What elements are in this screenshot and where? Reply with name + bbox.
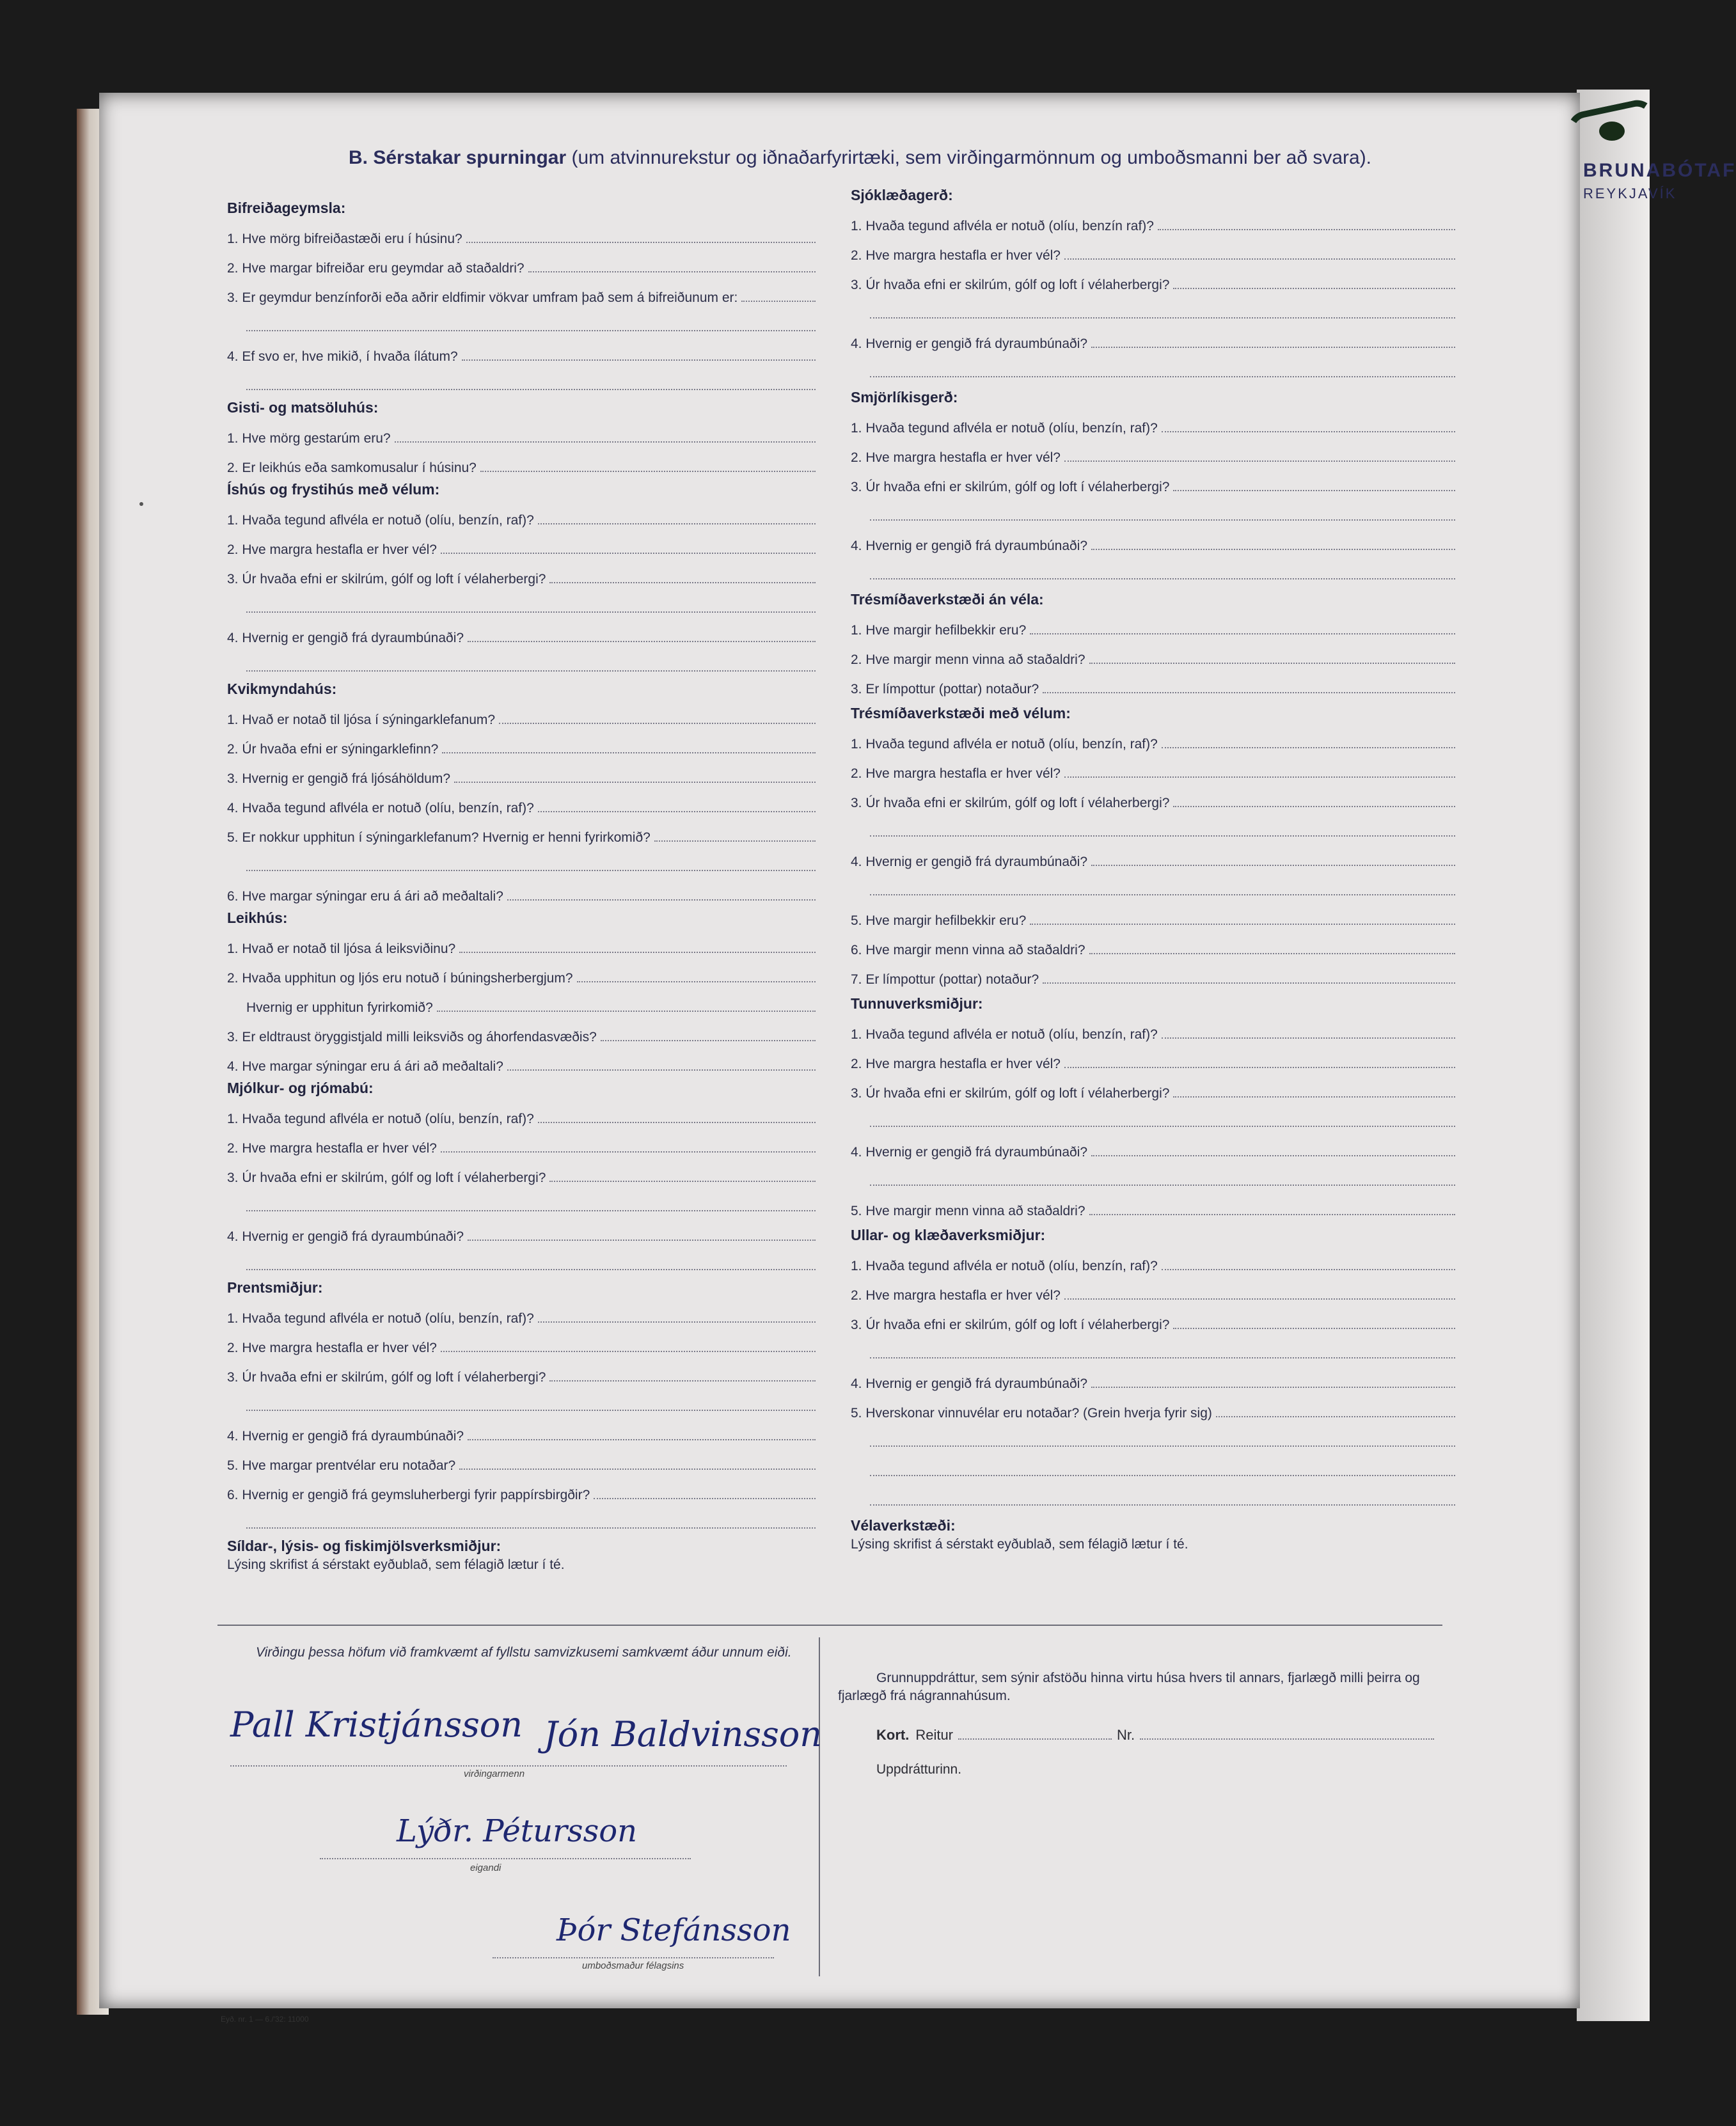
section-title: Gisti- og matsöluhús: xyxy=(227,399,379,416)
adjacent-page-title: BRUNABÓTAF xyxy=(1583,160,1736,181)
answer-field[interactable] xyxy=(1162,1037,1455,1039)
question-row xyxy=(227,1474,816,1503)
answer-field[interactable] xyxy=(577,981,816,982)
question-text: 2. Er leikhús eða samkomusalur í húsinu? xyxy=(227,461,477,475)
answer-field[interactable] xyxy=(1089,663,1455,664)
question-row xyxy=(851,436,1455,466)
question-row xyxy=(851,752,1455,782)
heading-title: Sérstakar spurningar xyxy=(373,147,567,168)
answer-field[interactable] xyxy=(1173,1096,1455,1098)
question-row xyxy=(851,407,1455,436)
question-row xyxy=(851,1072,1455,1101)
question-text: 4. Hvaða tegund aflvéla er notuð (olíu, benzín, raf)? xyxy=(227,801,534,815)
kort-label: Kort. xyxy=(876,1727,910,1743)
answer-field[interactable] xyxy=(870,1185,1455,1186)
answer-field[interactable] xyxy=(459,952,816,953)
question-row xyxy=(227,417,816,446)
form-section xyxy=(227,908,816,1075)
answer-field[interactable] xyxy=(1216,1416,1455,1417)
answer-field[interactable] xyxy=(1064,1067,1455,1068)
reitur-label: Reitur xyxy=(915,1727,954,1743)
question-text: 2. Hve margra hestafla er hver vél? xyxy=(227,542,437,557)
answer-field[interactable] xyxy=(507,899,816,901)
question-text: 3. Er geymdur benzínforði eða aðrir eldfimir vökvar umfram það sem á bifreiðunum er: xyxy=(227,290,738,305)
answer-field[interactable] xyxy=(538,523,816,524)
answer-field[interactable] xyxy=(395,441,816,443)
question-row xyxy=(227,1127,816,1156)
form-heading xyxy=(349,147,1371,169)
form-section xyxy=(851,388,1455,583)
ground-plan-text: Grunnuppdráttur, sem sýnir afstöðu hinna virtu húsa hvers til annars, fjarlægð milli þeirra og fjarlægð frá nágrannahúsum. xyxy=(838,1671,1420,1703)
question-row xyxy=(227,728,816,757)
question-text: 6. Hve margar sýningar eru á ári að meðaltali? xyxy=(227,889,503,904)
form-section xyxy=(227,1078,816,1274)
nr-label: Nr. xyxy=(1117,1727,1135,1743)
right-column xyxy=(851,185,1455,1554)
signature-2: Jón Baldvinsson xyxy=(544,1714,823,1754)
answer-continuation-line xyxy=(227,646,816,675)
answer-field[interactable] xyxy=(870,376,1455,377)
section-title: Sjóklæðagerð: xyxy=(851,187,953,203)
answer-field[interactable] xyxy=(1091,549,1455,550)
question-row xyxy=(851,668,1455,697)
form-section xyxy=(851,994,1455,1219)
answer-field[interactable] xyxy=(1091,1387,1455,1388)
section-title: Kvikmyndahús: xyxy=(227,681,337,697)
answer-field[interactable] xyxy=(601,1040,816,1041)
answer-continuation-line xyxy=(227,1503,816,1532)
answer-field[interactable] xyxy=(1064,461,1455,462)
signature-column-divider xyxy=(819,1637,820,1976)
heading-description: (um atvinnurekstur og iðnaðarfyrirtæki, sem virðingarmönnum og umboðsmanni ber að svara). xyxy=(571,147,1372,168)
signature-1: Pall Kristjánsson xyxy=(230,1705,523,1745)
question-text: 3. Úr hvaða efni er skilrúm, gólf og loft í vélaherbergi? xyxy=(851,796,1170,810)
question-row xyxy=(851,899,1455,929)
section-note: Lýsing skrifist á sérstakt eyðublað, sem félagið lætur í té. xyxy=(851,1537,1188,1552)
form-section xyxy=(851,590,1455,697)
question-text: 6. Hve margir menn vinna að staðaldri? xyxy=(851,943,1085,957)
adjacent-page-subtitle: REYKJAVÍK xyxy=(1583,185,1677,201)
question-text: 5. Er nokkur upphitun í sýningarklefanum? Hvernig er henni fyrirkomið? xyxy=(227,830,651,845)
question-row xyxy=(851,958,1455,988)
question-text: 7. Er límpottur (pottar) notaður? xyxy=(851,972,1039,987)
question-row xyxy=(227,927,816,957)
question-row xyxy=(227,247,816,276)
question-text: 5. Hve margar prentvélar eru notaðar? xyxy=(227,1458,456,1473)
question-row xyxy=(851,1013,1455,1043)
question-text: 6. Hvernig er gengið frá geymsluherbergi fyrir pappírsbirgðir? xyxy=(227,1488,590,1502)
question-text: 1. Hvaða tegund aflvéla er notuð (olíu, benzín, raf)? xyxy=(227,1112,534,1126)
question-row xyxy=(851,782,1455,811)
nr-field[interactable] xyxy=(1140,1738,1434,1740)
answer-field[interactable] xyxy=(1064,1298,1455,1300)
question-text: 4. Hvernig er gengið frá dyraumbúnaði? xyxy=(227,1429,464,1444)
answer-continuation-line xyxy=(227,306,816,335)
question-row xyxy=(227,499,816,528)
question-text: 1. Hvaða tegund aflvéla er notuð (olíu, benzín, raf)? xyxy=(851,1027,1158,1042)
answer-continuation-line xyxy=(227,365,816,394)
question-text: 4. Hvernig er gengið frá dyraumbúnaði? xyxy=(851,539,1088,553)
question-row xyxy=(851,1043,1455,1072)
question-row xyxy=(227,1297,816,1327)
question-row xyxy=(227,1098,816,1127)
question-row xyxy=(227,335,816,365)
answer-continuation-line xyxy=(227,846,816,875)
answer-field[interactable] xyxy=(1173,288,1455,289)
form-section xyxy=(227,1278,816,1532)
question-row xyxy=(227,698,816,728)
question-row xyxy=(227,816,816,846)
answer-field[interactable] xyxy=(466,242,816,243)
question-text: 1. Hvaða tegund aflvéla er notuð (olíu, benzín, raf)? xyxy=(851,1259,1158,1273)
answer-continuation-line xyxy=(227,1385,816,1415)
question-text: 2. Hve margra hestafla er hver vél? xyxy=(851,1057,1061,1071)
answer-continuation-line xyxy=(227,1186,816,1215)
section-title: Trésmíðaverkstæði án véla: xyxy=(851,591,1044,608)
question-text: 4. Hvernig er gengið frá dyraumbúnaði? xyxy=(851,336,1088,351)
question-text: 3. Úr hvaða efni er skilrúm, gólf og loft í vélaherbergi? xyxy=(851,1086,1170,1101)
answer-continuation-line xyxy=(851,1160,1455,1190)
question-text: 1. Hve mörg gestarúm eru? xyxy=(227,431,391,446)
question-row xyxy=(851,609,1455,638)
question-row xyxy=(851,1274,1455,1303)
question-text: 2. Hve margra hestafla er hver vél? xyxy=(851,248,1061,263)
answer-field[interactable] xyxy=(246,389,816,390)
answer-field[interactable] xyxy=(870,519,1455,521)
question-row xyxy=(227,1356,816,1385)
form-section xyxy=(227,398,816,476)
question-row xyxy=(851,1131,1455,1160)
answer-field[interactable] xyxy=(870,578,1455,579)
question-row xyxy=(851,234,1455,264)
question-row xyxy=(851,1245,1455,1274)
answer-field[interactable] xyxy=(246,1527,816,1529)
caption-umbodsmadur: umboðsmaður félagsins xyxy=(582,1960,684,1971)
answer-field[interactable] xyxy=(1043,692,1455,693)
print-note: Eyð. nr. 1 — 6./'32: 11000 xyxy=(221,2015,309,2024)
question-row xyxy=(851,264,1455,293)
question-text: 2. Hve margar bifreiðar eru geymdar að staðaldri? xyxy=(227,261,525,276)
answer-field[interactable] xyxy=(437,1011,816,1012)
question-text: 4. Hvernig er gengið frá dyraumbúnaði? xyxy=(227,631,464,645)
question-row xyxy=(851,638,1455,668)
section-title: Íshús og frystihús með vélum: xyxy=(227,481,440,498)
question-text: 3. Úr hvaða efni er skilrúm, gólf og loft í vélaherbergi? xyxy=(851,1318,1170,1332)
question-text: 1. Hvaða tegund aflvéla er notuð (olíu, benzín, raf)? xyxy=(851,737,1158,752)
answer-field[interactable] xyxy=(870,317,1455,319)
question-row xyxy=(227,875,816,904)
question-text: 1. Hvað er notað til ljósa á leiksviðinu? xyxy=(227,941,456,956)
answer-field[interactable] xyxy=(1091,865,1455,866)
reitur-field[interactable] xyxy=(958,1738,1112,1740)
question-row xyxy=(851,1362,1455,1392)
question-text: 2. Hve margra hestafla er hver vél? xyxy=(851,450,1061,465)
answer-field[interactable] xyxy=(1091,1155,1455,1156)
question-row xyxy=(851,723,1455,752)
answer-field[interactable] xyxy=(480,471,816,472)
question-text: 4. Hvernig er gengið frá dyraumbúnaði? xyxy=(851,854,1088,869)
question-row xyxy=(227,217,816,247)
answer-field[interactable] xyxy=(870,894,1455,895)
section-title: Trésmíðaverkstæði með vélum: xyxy=(851,705,1071,721)
paper-speck xyxy=(139,502,143,506)
form-section xyxy=(227,679,816,904)
form-section xyxy=(227,480,816,675)
answer-field[interactable] xyxy=(870,1126,1455,1127)
question-text: 2. Hve margir menn vinna að staðaldri? xyxy=(851,652,1085,667)
left-column xyxy=(227,198,816,1575)
question-text: 1. Hvað er notað til ljósa í sýningarklefanum? xyxy=(227,713,496,727)
answer-field[interactable] xyxy=(1173,490,1455,491)
question-row xyxy=(227,528,816,558)
answer-field[interactable] xyxy=(538,811,816,812)
answer-continuation-line xyxy=(851,1451,1455,1480)
question-row xyxy=(227,617,816,646)
heading-letter: B. xyxy=(349,147,368,168)
answer-field[interactable] xyxy=(454,782,816,783)
answer-field[interactable] xyxy=(594,1498,816,1499)
answer-continuation-line xyxy=(851,293,1455,322)
answer-field[interactable] xyxy=(1173,1328,1455,1329)
answer-continuation-line xyxy=(851,1480,1455,1509)
answer-field[interactable] xyxy=(741,301,816,302)
answer-continuation-line xyxy=(227,587,816,617)
form-section xyxy=(851,1225,1455,1509)
question-text: 3. Hvernig er gengið frá ljósáhöldum? xyxy=(227,771,451,786)
question-text: 2. Hve margra hestafla er hver vél? xyxy=(851,1288,1061,1303)
answer-field[interactable] xyxy=(1030,924,1455,925)
answer-field[interactable] xyxy=(870,1475,1455,1476)
question-text: 1. Hvaða tegund aflvéla er notuð (olíu, benzín, raf)? xyxy=(227,1311,534,1326)
answer-field[interactable] xyxy=(1162,747,1455,748)
caption-virdingarmenn: virðingarmenn xyxy=(464,1768,525,1779)
answer-field[interactable] xyxy=(1043,982,1455,984)
answer-field[interactable] xyxy=(459,1469,816,1470)
question-row xyxy=(851,322,1455,352)
question-text: 2. Hve margra hestafla er hver vél? xyxy=(227,1341,437,1355)
answer-field[interactable] xyxy=(1089,953,1455,954)
question-row xyxy=(851,466,1455,495)
signature-3: Lýðr. Pétursson xyxy=(397,1813,638,1849)
answer-field[interactable] xyxy=(246,1210,816,1211)
answer-field[interactable] xyxy=(1162,1269,1455,1270)
form-section xyxy=(851,1516,1455,1554)
question-row xyxy=(851,1303,1455,1333)
answer-field[interactable] xyxy=(246,670,816,672)
question-text: 2. Úr hvaða efni er sýningarklefinn? xyxy=(227,742,439,757)
question-row xyxy=(227,1415,816,1444)
section-note: Lýsing skrifist á sérstakt eyðublað, sem félagið lætur í té. xyxy=(227,1557,565,1572)
question-row xyxy=(227,957,816,986)
answer-field[interactable] xyxy=(246,611,816,613)
question-row xyxy=(227,1156,816,1186)
section-title: Mjólkur- og rjómabú: xyxy=(227,1080,374,1096)
question-row xyxy=(851,205,1455,234)
answer-field[interactable] xyxy=(441,553,816,554)
section-divider xyxy=(217,1625,1442,1626)
question-text: 3. Er límpottur (pottar) notaður? xyxy=(851,682,1039,697)
question-row xyxy=(851,1190,1455,1219)
answer-field[interactable] xyxy=(549,1181,816,1182)
form-section xyxy=(227,1536,816,1575)
question-text: 3. Úr hvaða efni er skilrúm, gólf og loft í vélaherbergi? xyxy=(851,278,1170,292)
question-row xyxy=(227,446,816,476)
section-title: Leikhús: xyxy=(227,909,288,926)
signature-line-3 xyxy=(493,1957,774,1958)
answer-continuation-line xyxy=(851,811,1455,840)
question-text: 3. Úr hvaða efni er skilrúm, gólf og loft í vélaherbergi? xyxy=(227,572,546,587)
answer-field[interactable] xyxy=(499,723,816,724)
section-title: Vélaverkstæði: xyxy=(851,1517,956,1534)
question-row xyxy=(227,787,816,816)
question-text: 4. Ef svo er, hve mikið, í hvaða ílátum? xyxy=(227,349,458,364)
answer-field[interactable] xyxy=(507,1069,816,1071)
question-text: 4. Hvernig er gengið frá dyraumbúnaði? xyxy=(851,1145,1088,1160)
question-row xyxy=(227,558,816,587)
question-text: 1. Hvaða tegund aflvéla er notuð (olíu, benzín, raf)? xyxy=(851,421,1158,436)
answer-field[interactable] xyxy=(1064,776,1455,778)
section-title: Tunnuverksmiðjur: xyxy=(851,995,983,1012)
pledge-text: Virðingu þessa höfum við framkvæmt af fyllstu samvizkusemi samkvæmt áður unnum eiði. xyxy=(256,1645,792,1660)
answer-field[interactable] xyxy=(1162,431,1455,432)
form-section xyxy=(851,185,1455,381)
section-title: Ullar- og klæðaverksmiðjur: xyxy=(851,1227,1046,1243)
answer-field[interactable] xyxy=(654,840,816,842)
answer-continuation-line xyxy=(851,554,1455,583)
question-row xyxy=(851,1392,1455,1421)
drawing-label: Uppdrátturinn. xyxy=(876,1762,962,1777)
question-row xyxy=(227,1016,816,1045)
answer-field[interactable] xyxy=(441,1151,816,1153)
question-text: 2. Hve margra hestafla er hver vél? xyxy=(851,766,1061,781)
caption-eigandi: eigandi xyxy=(470,1862,501,1873)
question-text: 5. Hve margir hefilbekkir eru? xyxy=(851,913,1027,928)
question-text: 2. Hve margra hestafla er hver vél? xyxy=(227,1141,437,1156)
answer-field[interactable] xyxy=(246,1269,816,1270)
question-row xyxy=(227,1327,816,1356)
answer-field[interactable] xyxy=(870,835,1455,837)
form-section xyxy=(851,704,1455,988)
adjacent-page xyxy=(1577,90,1736,2021)
question-row xyxy=(851,929,1455,958)
form-section xyxy=(227,198,816,394)
answer-continuation-line xyxy=(851,1101,1455,1131)
question-text: 5. Hve margir menn vinna að staðaldri? xyxy=(851,1204,1085,1218)
question-text: 3. Er eldtraust öryggistjald milli leiksviðs og áhorfendasvæðis? xyxy=(227,1030,597,1044)
question-text: 4. Hve margar sýningar eru á ári að meðaltali? xyxy=(227,1059,503,1074)
answer-field[interactable] xyxy=(462,359,816,361)
answer-continuation-line xyxy=(851,352,1455,381)
answer-continuation-line xyxy=(851,1421,1455,1451)
question-text: 1. Hvaða tegund aflvéla er notuð (olíu, benzín raf)? xyxy=(851,219,1154,233)
question-row xyxy=(227,1045,816,1075)
answer-field[interactable] xyxy=(468,1439,816,1440)
section-title: Bifreiðageymsla: xyxy=(227,200,346,216)
question-row xyxy=(227,986,816,1016)
question-text: 1. Hve margir hefilbekkir eru? xyxy=(851,623,1027,638)
question-row xyxy=(227,276,816,306)
answer-continuation-line xyxy=(227,1245,816,1274)
signature-4: Þór Stefánsson xyxy=(556,1912,791,1948)
answer-field[interactable] xyxy=(870,1445,1455,1447)
answer-field[interactable] xyxy=(1173,806,1455,807)
section-title: Síldar-, lýsis- og fiskimjölsverksmiðjur: xyxy=(227,1538,501,1554)
answer-field[interactable] xyxy=(441,1351,816,1352)
answer-field[interactable] xyxy=(1030,633,1455,634)
question-row xyxy=(851,840,1455,870)
answer-field[interactable] xyxy=(870,1357,1455,1358)
section-title: Smjörlíkisgerð: xyxy=(851,389,958,406)
section-title: Prentsmiðjur: xyxy=(227,1279,323,1296)
question-row xyxy=(227,1215,816,1245)
question-row xyxy=(227,757,816,787)
question-text: 5. Hverskonar vinnuvélar eru notaðar? (Grein hverja fyrir sig) xyxy=(851,1406,1212,1421)
question-text: 4. Hvernig er gengið frá dyraumbúnaði? xyxy=(227,1229,464,1244)
question-text: 3. Úr hvaða efni er skilrúm, gólf og loft í vélaherbergi? xyxy=(227,1170,546,1185)
answer-field[interactable] xyxy=(442,752,816,753)
answer-field[interactable] xyxy=(468,1240,816,1241)
question-text: Hvernig er upphitun fyrirkomið? xyxy=(246,1000,433,1015)
answer-continuation-line xyxy=(851,870,1455,899)
signature-line-2 xyxy=(320,1858,691,1859)
question-text: 1. Hve mörg bifreiðastæði eru í húsinu? xyxy=(227,232,462,246)
answer-field[interactable] xyxy=(1089,1214,1455,1215)
answer-field[interactable] xyxy=(549,582,816,583)
answer-continuation-line xyxy=(851,495,1455,524)
question-text: 1. Hvaða tegund aflvéla er notuð (olíu, benzín, raf)? xyxy=(227,513,534,528)
answer-field[interactable] xyxy=(538,1321,816,1323)
signature-line-1 xyxy=(230,1765,787,1767)
answer-field[interactable] xyxy=(246,870,816,871)
answer-continuation-line xyxy=(851,1333,1455,1362)
answer-field[interactable] xyxy=(246,330,816,331)
answer-field[interactable] xyxy=(1158,229,1455,230)
answer-field[interactable] xyxy=(549,1380,816,1382)
question-text: 4. Hvernig er gengið frá dyraumbúnaði? xyxy=(851,1376,1088,1391)
binding-knot xyxy=(1599,122,1625,141)
answer-field[interactable] xyxy=(538,1122,816,1123)
question-text: 3. Úr hvaða efni er skilrúm, gólf og loft í vélaherbergi? xyxy=(227,1370,546,1385)
answer-field[interactable] xyxy=(870,1504,1455,1506)
answer-field[interactable] xyxy=(528,271,816,272)
answer-field[interactable] xyxy=(246,1410,816,1411)
question-text: 3. Úr hvaða efni er skilrúm, gólf og loft í vélaherbergi? xyxy=(851,480,1170,494)
answer-field[interactable] xyxy=(1064,258,1455,260)
map-reference-row xyxy=(876,1727,1439,1744)
question-row xyxy=(227,1444,816,1474)
answer-field[interactable] xyxy=(468,641,816,642)
answer-field[interactable] xyxy=(1091,347,1455,348)
question-text: 2. Hvaða upphitun og ljós eru notuð í búningsherbergjum? xyxy=(227,971,573,986)
question-row xyxy=(851,524,1455,554)
